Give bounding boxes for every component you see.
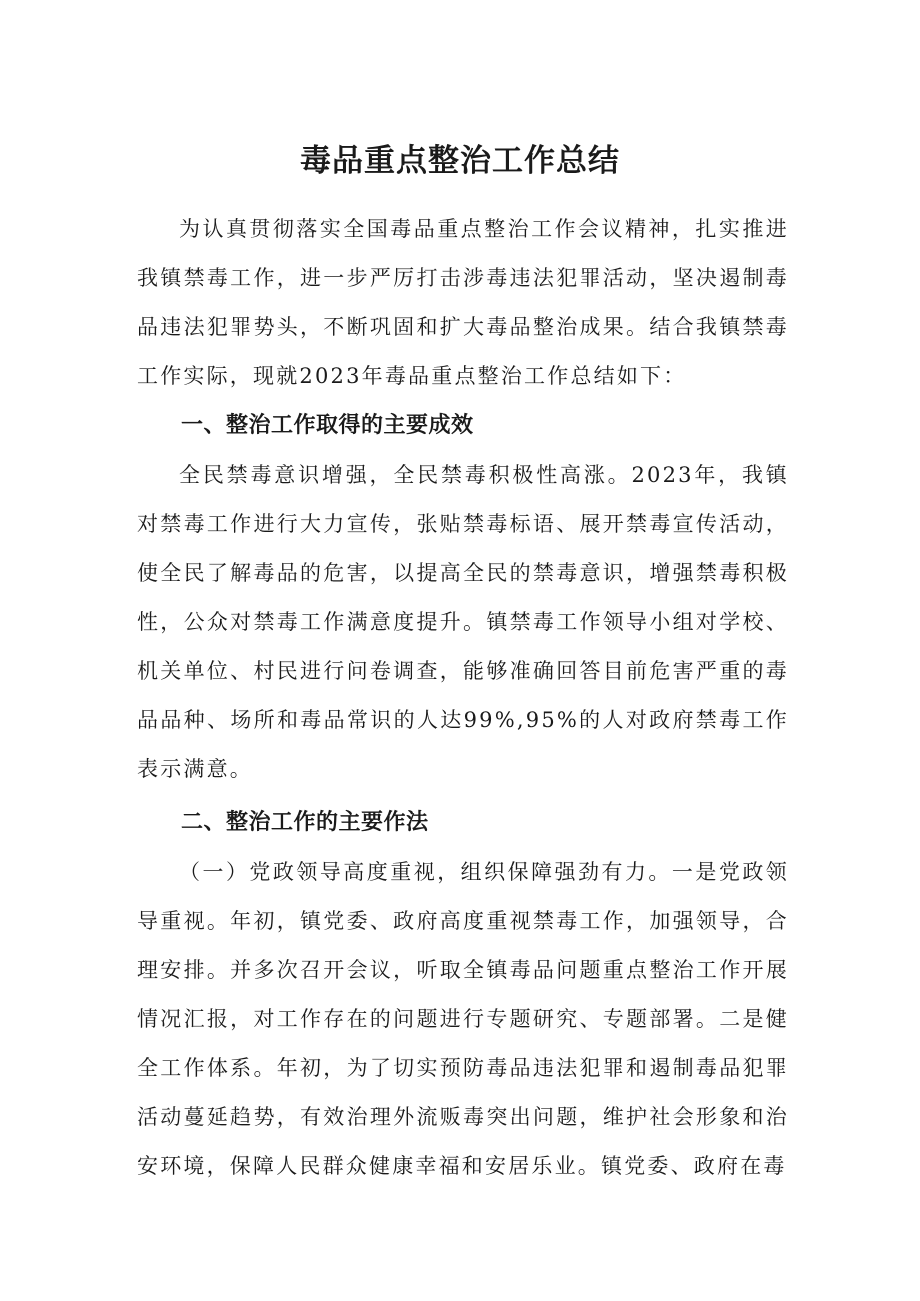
document-title: 毒品重点整治工作总结: [300, 143, 620, 179]
document-body: [137, 205, 789, 1191]
methods-paragraph: （一）党政领导高度重视，组织保障强劲有力。一是党政领导重视。年初，镇党委、政府高度重视禁毒工作，加强领导，合理安排。并多次召开会议，听取全镇毒品问题重点整治工作开展情况汇报，对工作存在的问题进行专题研究、专题部署。二是健全工作体系。年初，为了切实预防毒品违法犯罪和遏制毒品犯罪活动蔓延趋势，有效治理外流贩毒突出问题，维护社会形象和治安环境，保障人民群众健康幸福和安居乐业。镇党委、政府在毒: [137, 860, 789, 1178]
section-heading-2: 二、整治工作的主要作法: [181, 810, 429, 835]
section-heading-1: 一、整治工作取得的主要成效: [181, 413, 474, 438]
intro-paragraph: 为认真贯彻落实全国毒品重点整治工作会议精神，扎实推进我镇禁毒工作，进一步严厉打击涉毒违法犯罪活动，坚决遏制毒品违法犯罪势头，不断巩固和扩大毒品整治成果。结合我镇禁毒工作实际，现就2023年毒品重点整治工作总结如下：: [137, 217, 789, 388]
results-paragraph: 全民禁毒意识增强，全民禁毒积极性高涨。2023年，我镇对禁毒工作进行大力宣传，张贴禁毒标语、展开禁毒宣传活动，使全民了解毒品的危害，以提高全民的禁毒意识，增强禁毒积极性，公众对禁毒工作满意度提升。镇禁毒工作领导小组对学校、机关单位、村民进行问卷调查，能够准确回答目前危害严重的毒品品种、场所和毒品常识的人达99%,95%的人对政府禁毒工作表示满意。: [137, 463, 789, 781]
